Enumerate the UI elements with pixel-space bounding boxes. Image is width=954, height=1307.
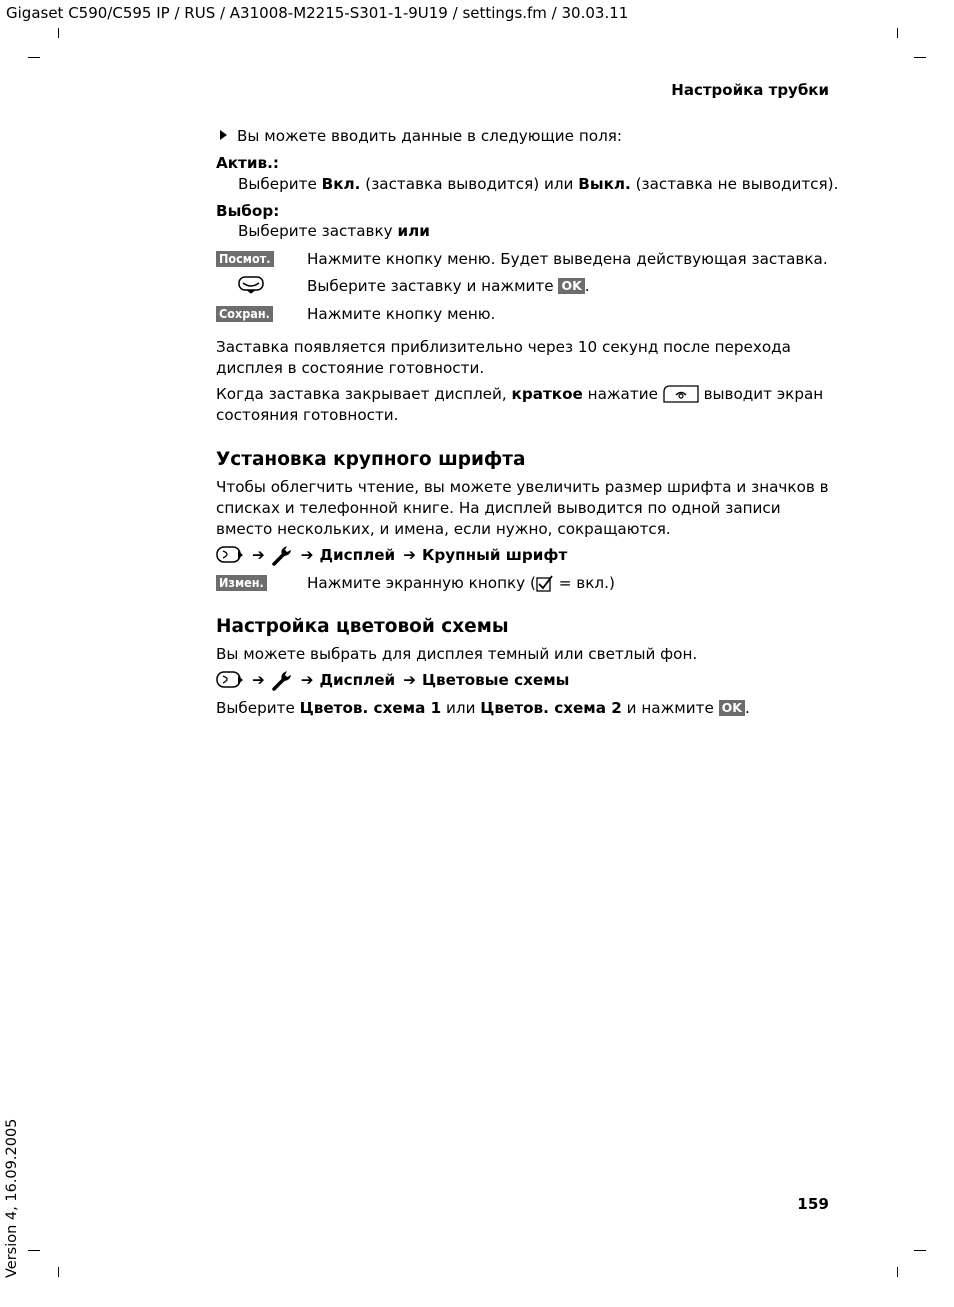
large-font-description: Чтобы облегчить чтение, вы можете увеличить размер шрифта и значков в списках и телефонной книге. На дисплей выводится по одной записи вместо нескольких, и имена, если нужно, сокращаются.: [216, 478, 829, 538]
text-run: .: [744, 699, 750, 717]
scheme-2: Цветов. схема 2: [480, 699, 622, 717]
wrench-icon: [271, 669, 293, 691]
text-run: = вкл.): [553, 574, 615, 592]
large-font-path: [216, 543, 567, 567]
text-run: Выберите: [238, 175, 322, 193]
arrow-icon: ➔: [403, 546, 416, 564]
menu-key-icon: [216, 670, 244, 690]
field-choice-label: Выбор:: [216, 202, 280, 220]
control-key-down-icon: [238, 276, 264, 294]
text-run: Выберите: [216, 699, 300, 717]
text-run: и нажмите: [621, 699, 719, 717]
arrow-icon: ➔: [300, 546, 314, 564]
crop-mark: [897, 28, 898, 38]
file-info: Gigaset C590/C595 IP / RUS / A31008-M2215-S301-1-9U19 / settings.fm / 30.03.11: [6, 4, 629, 22]
change-step-text: [307, 574, 615, 592]
crop-mark: [914, 57, 926, 58]
or-word: или: [397, 222, 430, 240]
intro-text: Вы можете вводить данные в следующие поля:: [237, 127, 623, 145]
text-run: выводит экран состояния готовности.: [216, 385, 824, 424]
nav-step-text: [307, 277, 590, 295]
emphasis: краткое: [511, 385, 583, 403]
view-softkey-row: [216, 250, 274, 268]
view-softkey: Посмот.: [216, 251, 274, 267]
text-run: Когда заставка закрывает дисплей,: [216, 385, 512, 403]
arrow-icon: ➔: [403, 671, 416, 689]
ok-key: OK: [558, 278, 584, 294]
text-run: Выберите заставку: [238, 222, 398, 240]
change-softkey-row: [216, 574, 267, 592]
screensaver-note-2: [216, 384, 836, 426]
color-scheme-heading: Настройка цветовой схемы: [216, 616, 509, 637]
wrench-icon: [271, 544, 293, 566]
section-title: Настройка трубки: [671, 81, 829, 99]
path-large-font: Крупный шрифт: [421, 546, 568, 564]
save-softkey-row: [216, 305, 273, 323]
arrow-icon: ➔: [252, 546, 265, 564]
scheme-1: Цветов. схема 1: [299, 699, 442, 717]
path-color-schemes: Цветовые схемы: [421, 671, 570, 689]
large-font-heading: Установка крупного шрифта: [216, 449, 526, 470]
text-run: нажатие: [582, 385, 663, 403]
field-active-label: Актив.:: [216, 154, 279, 172]
arrow-icon: ➔: [252, 671, 265, 689]
triangle-bullet-icon: [220, 130, 227, 140]
view-step-text: Нажмите кнопку меню. Будет выведена действующая заставка.: [307, 250, 828, 268]
text-run: Нажмите экранную кнопку (: [307, 574, 536, 592]
nav-key-icon: [238, 276, 264, 298]
text-run: .: [584, 277, 590, 295]
arrow-icon: ➔: [300, 671, 314, 689]
change-softkey: Измен.: [216, 575, 267, 591]
color-scheme-instruction: [216, 699, 750, 717]
crop-mark: [28, 1250, 40, 1251]
crop-mark: [58, 1267, 59, 1277]
option-on: Вкл.: [321, 175, 361, 193]
end-call-key-icon: [663, 385, 699, 403]
version-label: Version 4, 16.09.2005: [4, 1118, 20, 1278]
ok-key: OK: [719, 700, 745, 716]
screensaver-note-1: Заставка появляется приблизительно через 10 секунд после перехода дисплея в состояние готовности.: [216, 338, 791, 377]
path-display: Дисплей: [319, 546, 396, 564]
color-scheme-description: Вы можете выбрать для дисплея темный или светлый фон.: [216, 645, 698, 663]
option-off: Выкл.: [578, 175, 631, 193]
field-active-text: [238, 175, 838, 193]
save-step-text: Нажмите кнопку меню.: [307, 305, 496, 323]
intro-bullet: [216, 127, 622, 145]
text-run: (заставка не выводится).: [630, 175, 839, 193]
crop-mark: [914, 1250, 926, 1251]
menu-key-icon: [216, 545, 244, 565]
crop-mark: [58, 28, 59, 38]
path-display: Дисплей: [319, 671, 396, 689]
save-softkey: Сохран.: [216, 306, 273, 322]
page-number: 159: [797, 1195, 829, 1213]
checkbox-checked-icon: [536, 575, 554, 592]
text-run: (заставка выводится) или: [360, 175, 579, 193]
text-run: Выберите заставку и нажмите: [307, 277, 559, 295]
field-choice-text: [238, 222, 430, 240]
crop-mark: [28, 57, 40, 58]
crop-mark: [897, 1267, 898, 1277]
text-run: или: [441, 699, 481, 717]
color-scheme-path: [216, 668, 569, 692]
